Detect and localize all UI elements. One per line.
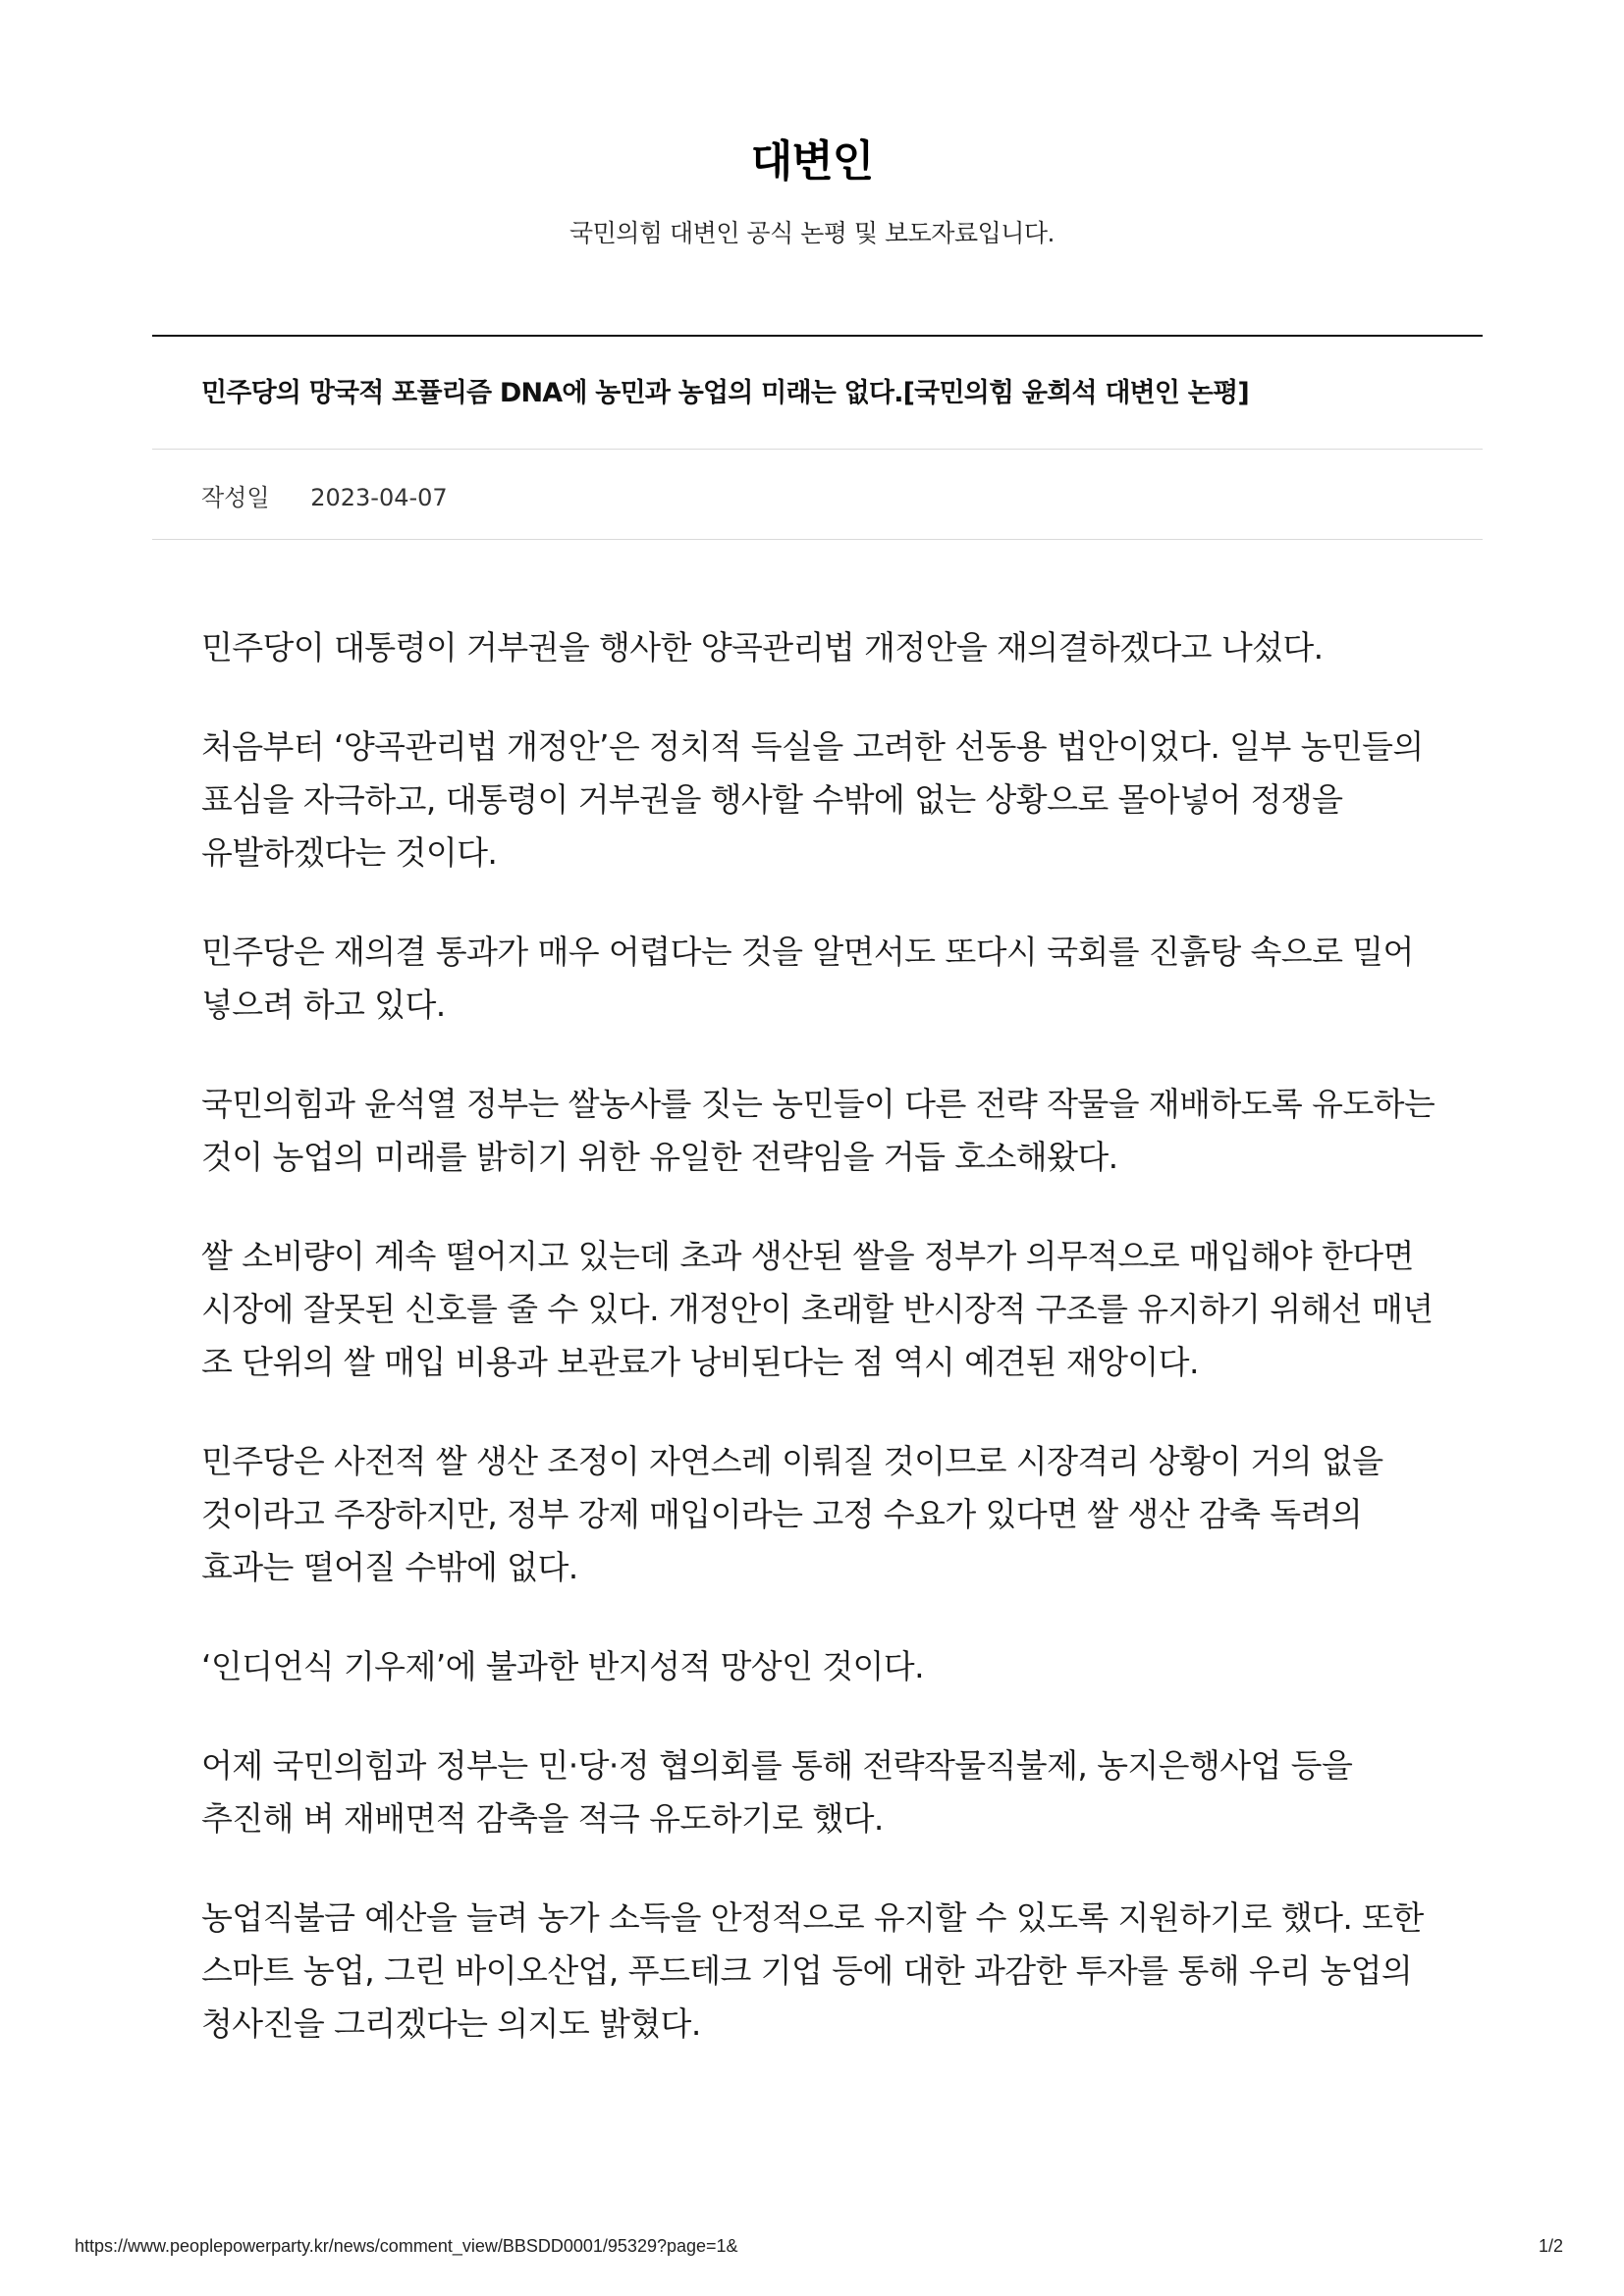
paragraph: 농업직불금 예산을 늘려 농가 소득을 안정적으로 유지할 수 있도록 지원하기로 했다. 또한 스마트 농업, 그린 바이오산업, 푸드테크 기업 등에 대한 과감한 투자를 통해 우리 농업의 청사진을 그리겠다는 의지도 밝혔다.: [201, 1898, 1424, 2043]
article-meta: [201, 478, 448, 512]
paragraph: 민주당이 대통령이 거부권을 행사한 양곡관리법 개정안을 재의결하겠다고 나섰다.: [201, 628, 1324, 667]
paragraph: 국민의힘과 윤석열 정부는 쌀농사를 짓는 농민들이 다른 전략 작물을 재배하도록 유도하는 것이 농업의 미래를 밝히기 위한 유일한 전략임을 거듭 호소해왔다.: [201, 1085, 1435, 1176]
paragraph: 민주당은 재의결 통과가 매우 어렵다는 것을 알면서도 또다시 국회를 진흙탕 속으로 밀어 넣으려 하고 있다.: [201, 933, 1414, 1024]
date-value: 2023-04-07: [310, 484, 448, 511]
paragraph: 어제 국민의힘과 정부는 민·당·정 협의회를 통해 전략작물직불제, 농지은행사업 등을 추진해 벼 재배면적 감축을 적극 유도하기로 했다.: [201, 1746, 1353, 1838]
paragraph: 쌀 소비량이 계속 떨어지고 있는데 초과 생산된 쌀을 정부가 의무적으로 매입해야 한다면 시장에 잘못된 신호를 줄 수 있다. 개정안이 초래할 반시장적 구조를 유지하기 위해선 매년 조 단위의 쌀 매입 비용과 보관료가 낭비된다는 점 역시 예견된 재앙이다.: [201, 1237, 1434, 1381]
paragraph: ‘인디언식 기우제’에 불과한 반지성적 망상인 것이다.: [201, 1647, 924, 1685]
paragraph: 민주당은 사전적 쌀 생산 조정이 자연스레 이뤄질 것이므로 시장격리 상황이 거의 없을 것이라고 주장하지만, 정부 강제 매입이라는 고정 수요가 있다면 쌀 생산 감축 독려의 효과는 떨어질 수밖에 없다.: [201, 1442, 1383, 1586]
article-title[interactable]: 민주당의 망국적 포퓰리즘 DNA에 농민과 농업의 미래는 없다.[국민의힘 윤희석 대변인 논평]: [201, 378, 1249, 408]
paragraph: 처음부터 ‘양곡관리법 개정안’은 정치적 득실을 고려한 선동용 법안이었다. 일부 농민들의 표심을 자극하고, 대통령이 거부권을 행사할 수밖에 없는 상황으로 몰아넣어 정쟁을 유발하겠다는 것이다.: [201, 727, 1424, 872]
title-divider: [152, 449, 1483, 450]
page-title: 대변인: [750, 136, 874, 187]
footer-url: https://www.peoplepowerparty.kr/news/comment_view/BBSDD0001/95329?page=1&: [75, 2236, 738, 2256]
article-body: [201, 621, 1453, 2097]
page-subtitle: 국민의힘 대변인 공식 논평 및 보도자료입니다.: [568, 219, 1056, 247]
header-divider: [152, 335, 1483, 337]
meta-divider: [152, 539, 1483, 540]
date-label: 작성일: [201, 484, 270, 511]
page-number: 1/2: [1538, 2236, 1563, 2256]
